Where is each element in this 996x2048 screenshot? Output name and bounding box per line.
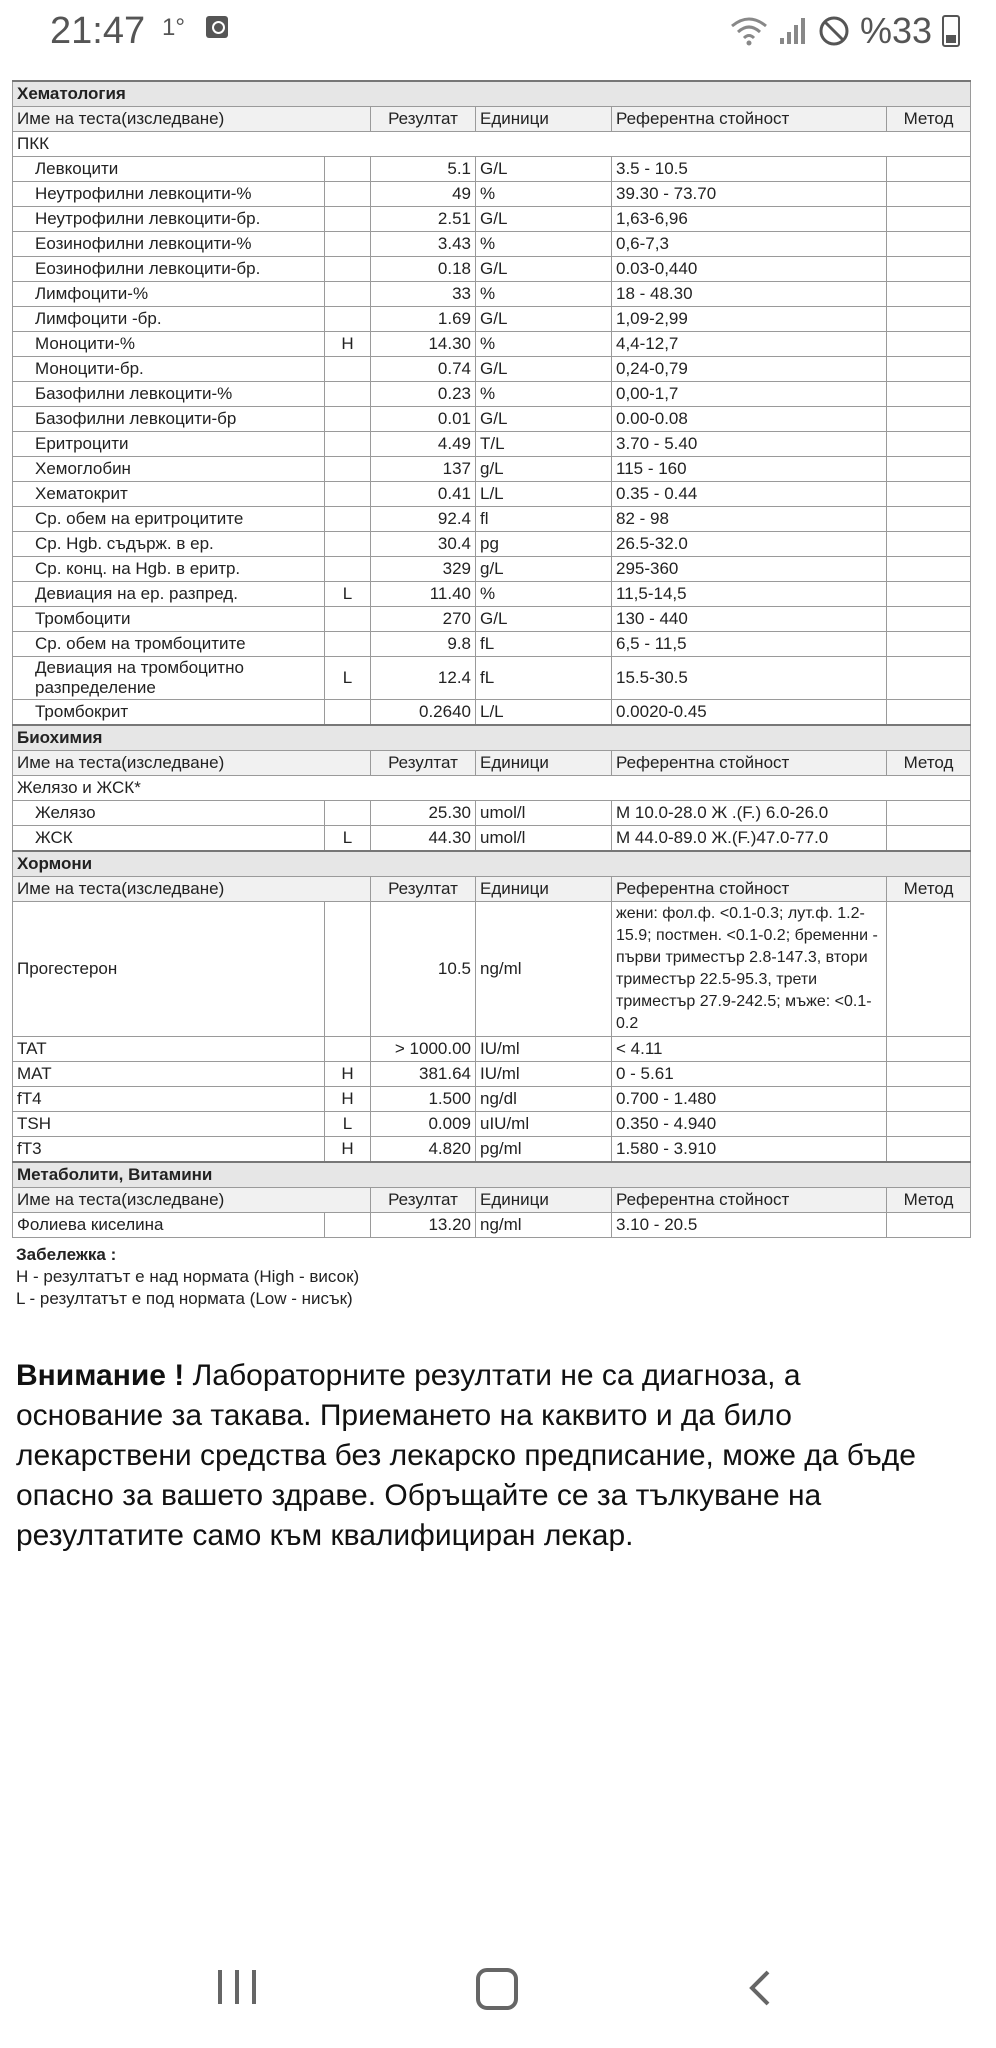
- result-value: 0.18: [371, 257, 476, 282]
- group-title: ПКК: [13, 132, 971, 157]
- disclaimer-title: Внимание !: [16, 1359, 185, 1392]
- status-temperature: 1°: [162, 14, 185, 41]
- unit: %: [476, 382, 612, 407]
- result-row: [13, 282, 971, 307]
- header-reference: Референтна стойност: [612, 877, 887, 902]
- reference-range: 295-360: [612, 557, 887, 582]
- reference-range: 0,6-7,3: [612, 232, 887, 257]
- unit: G/L: [476, 407, 612, 432]
- flag: [325, 632, 371, 657]
- result-row: [13, 257, 971, 282]
- unit: G/L: [476, 207, 612, 232]
- section-title-row: [13, 81, 971, 107]
- unit: IU/ml: [476, 1037, 612, 1062]
- result-row: [13, 557, 971, 582]
- method: [887, 157, 971, 182]
- result-row: [13, 357, 971, 382]
- reference-range: 3.10 - 20.5: [612, 1213, 887, 1238]
- method: [887, 232, 971, 257]
- unit: uIU/ml: [476, 1112, 612, 1137]
- unit: G/L: [476, 357, 612, 382]
- method: [887, 457, 971, 482]
- test-name: Левкоцити: [13, 157, 325, 182]
- section-title-row: [13, 851, 971, 877]
- flag: [325, 282, 371, 307]
- result-value: 44.30: [371, 826, 476, 852]
- result-value: 3.43: [371, 232, 476, 257]
- note-low: L - резултатът е под нормата (Low - нисък): [16, 1289, 353, 1308]
- flag: [325, 1213, 371, 1238]
- reference-range: 0,00-1,7: [612, 382, 887, 407]
- header-result: Резултат: [371, 107, 476, 132]
- unit: fL: [476, 632, 612, 657]
- disclaimer: [16, 1356, 956, 1556]
- unit: L/L: [476, 700, 612, 726]
- result-value: 9.8: [371, 632, 476, 657]
- method: [887, 1112, 971, 1137]
- unit: ng/dl: [476, 1087, 612, 1112]
- test-name: Ср. конц. на Hgb. в еритр.: [13, 557, 325, 582]
- method: [887, 307, 971, 332]
- method: [887, 507, 971, 532]
- result-value: 25.30: [371, 801, 476, 826]
- back-button[interactable]: [742, 1968, 782, 2008]
- notes-title: Забележка :: [16, 1245, 117, 1264]
- method: [887, 432, 971, 457]
- flag: [325, 532, 371, 557]
- method: [887, 632, 971, 657]
- flag: [325, 357, 371, 382]
- unit: g/L: [476, 557, 612, 582]
- section-title: Хормони: [13, 851, 971, 877]
- flag: H: [325, 1087, 371, 1112]
- unit: T/L: [476, 432, 612, 457]
- flag: H: [325, 1062, 371, 1087]
- method: [887, 482, 971, 507]
- result-value: 0.2640: [371, 700, 476, 726]
- method: [887, 1037, 971, 1062]
- test-name: Ср. обем на тромбоцитите: [13, 632, 325, 657]
- result-value: 30.4: [371, 532, 476, 557]
- result-row: [13, 207, 971, 232]
- unit: umol/l: [476, 801, 612, 826]
- result-row: [13, 1037, 971, 1062]
- header-reference: Референтна стойност: [612, 107, 887, 132]
- result-value: > 1000.00: [371, 1037, 476, 1062]
- result-value: 13.20: [371, 1213, 476, 1238]
- result-value: 329: [371, 557, 476, 582]
- test-name: Еозинофилни левкоцити-%: [13, 232, 325, 257]
- test-name: Тромбокрит: [13, 700, 325, 726]
- reference-range: < 4.11: [612, 1037, 887, 1062]
- test-name: Еозинофилни левкоцити-бр.: [13, 257, 325, 282]
- test-name: fT3: [13, 1137, 325, 1163]
- unit: %: [476, 582, 612, 607]
- unit: fL: [476, 657, 612, 700]
- header-method: Метод: [887, 751, 971, 776]
- method: [887, 207, 971, 232]
- flag: [325, 902, 371, 1037]
- reference-range: 15.5-30.5: [612, 657, 887, 700]
- header-units: Единици: [476, 107, 612, 132]
- method: [887, 1213, 971, 1238]
- result-row: [13, 1087, 971, 1112]
- result-value: 14.30: [371, 332, 476, 357]
- header-result: Резултат: [371, 1188, 476, 1213]
- column-header-row: [13, 877, 971, 902]
- group-row: [13, 776, 971, 801]
- disclaimer-text: Лабораторните резултати не са диагноза, а основание за такава. Приемането на каквито и да било лекарствени средства без лекарско предписание, може да бъде опасно за вашето здраве. Обръщайте се за тълкуване на резултатите само към квалифициран лекар.: [16, 1359, 916, 1552]
- reference-range: 1,63-6,96: [612, 207, 887, 232]
- method: [887, 700, 971, 726]
- unit: g/L: [476, 457, 612, 482]
- test-name: TSH: [13, 1112, 325, 1137]
- test-name: Неутрофилни левкоцити-%: [13, 182, 325, 207]
- status-icons: [730, 8, 960, 54]
- header-method: Метод: [887, 877, 971, 902]
- result-row: [13, 482, 971, 507]
- flag: [325, 557, 371, 582]
- result-row: [13, 607, 971, 632]
- method: [887, 1137, 971, 1163]
- header-method: Метод: [887, 1188, 971, 1213]
- reference-range: 1,09-2,99: [612, 307, 887, 332]
- result-value: 11.40: [371, 582, 476, 607]
- header-units: Единици: [476, 751, 612, 776]
- flag: [325, 307, 371, 332]
- result-value: 0.009: [371, 1112, 476, 1137]
- reference-range: 0.00-0.08: [612, 407, 887, 432]
- column-header-row: [13, 1188, 971, 1213]
- section-title: Метаболити, Витамини: [13, 1162, 971, 1188]
- method: [887, 382, 971, 407]
- method: [887, 357, 971, 382]
- result-row: [13, 182, 971, 207]
- result-row: [13, 332, 971, 357]
- reference-range: 3.70 - 5.40: [612, 432, 887, 457]
- battery-icon: [942, 15, 960, 47]
- header-result: Резултат: [371, 751, 476, 776]
- result-row: [13, 507, 971, 532]
- method: [887, 407, 971, 432]
- result-value: 137: [371, 457, 476, 482]
- reference-range: 115 - 160: [612, 457, 887, 482]
- reference-range: М 10.0-28.0 Ж .(F.) 6.0-26.0: [612, 801, 887, 826]
- flag: L: [325, 582, 371, 607]
- result-row: [13, 1213, 971, 1238]
- result-row: [13, 1137, 971, 1163]
- unit: G/L: [476, 607, 612, 632]
- flag: [325, 482, 371, 507]
- test-name: Лимфоцити -бр.: [13, 307, 325, 332]
- reference-range: 6,5 - 11,5: [612, 632, 887, 657]
- test-name: Неутрофилни левкоцити-бр.: [13, 207, 325, 232]
- result-value: 12.4: [371, 657, 476, 700]
- flag: [325, 207, 371, 232]
- unit: %: [476, 232, 612, 257]
- header-units: Единици: [476, 877, 612, 902]
- recents-button[interactable]: [218, 1970, 256, 2004]
- test-name: TAT: [13, 1037, 325, 1062]
- result-row: [13, 657, 971, 700]
- results-table: [12, 80, 971, 1238]
- method: [887, 1062, 971, 1087]
- method: [887, 332, 971, 357]
- reference-range: 0,24-0,79: [612, 357, 887, 382]
- header-test-name: Име на теста(изследване): [13, 107, 371, 132]
- unit: fl: [476, 507, 612, 532]
- result-row: [13, 1112, 971, 1137]
- header-reference: Референтна стойност: [612, 1188, 887, 1213]
- reference-range: жени: фол.ф. <0.1-0.3; лут.ф. 1.2-15.9; постмен. <0.1-0.2; бременни - първи триместър 2.8-147.3, втори триместър 22.5-95.3, трети триместър 27.9-242.5; мъже: <0.1-0.2: [612, 902, 887, 1037]
- flag: L: [325, 1112, 371, 1137]
- reference-range: 1.580 - 3.910: [612, 1137, 887, 1163]
- unit: %: [476, 182, 612, 207]
- section-title: Хематология: [13, 81, 971, 107]
- result-value: 49: [371, 182, 476, 207]
- test-name: Моноцити-бр.: [13, 357, 325, 382]
- test-name: Базофилни левкоцити-бр: [13, 407, 325, 432]
- result-value: 0.41: [371, 482, 476, 507]
- reference-range: 0.03-0,440: [612, 257, 887, 282]
- result-row: [13, 532, 971, 557]
- method: [887, 657, 971, 700]
- method: [887, 801, 971, 826]
- test-name: Девиация на тромбоцитно разпределение: [13, 657, 325, 700]
- method: [887, 282, 971, 307]
- wifi-icon: [730, 16, 768, 46]
- reference-range: 4,4-12,7: [612, 332, 887, 357]
- flag: [325, 182, 371, 207]
- header-reference: Референтна стойност: [612, 751, 887, 776]
- group-row: [13, 132, 971, 157]
- reference-range: 11,5-14,5: [612, 582, 887, 607]
- test-name: Базофилни левкоцити-%: [13, 382, 325, 407]
- unit: %: [476, 282, 612, 307]
- flag: [325, 382, 371, 407]
- result-row: [13, 432, 971, 457]
- result-value: 0.01: [371, 407, 476, 432]
- reference-range: 26.5-32.0: [612, 532, 887, 557]
- section-title: Биохимия: [13, 725, 971, 751]
- result-row: [13, 632, 971, 657]
- test-name: Тромбоцити: [13, 607, 325, 632]
- result-value: 33: [371, 282, 476, 307]
- unit: G/L: [476, 257, 612, 282]
- test-name: MAT: [13, 1062, 325, 1087]
- test-name: Желязо: [13, 801, 325, 826]
- reference-range: 39.30 - 73.70: [612, 182, 887, 207]
- lab-report: [12, 80, 970, 1238]
- flag: [325, 700, 371, 726]
- test-name: ЖСК: [13, 826, 325, 852]
- reference-range: 0.0020-0.45: [612, 700, 887, 726]
- result-value: 5.1: [371, 157, 476, 182]
- do-not-disturb-icon: [818, 15, 850, 47]
- unit: G/L: [476, 157, 612, 182]
- result-row: [13, 1062, 971, 1087]
- flag: [325, 157, 371, 182]
- unit: ng/ml: [476, 902, 612, 1037]
- result-value: 0.23: [371, 382, 476, 407]
- test-name: Девиация на ер. разпред.: [13, 582, 325, 607]
- result-row: [13, 157, 971, 182]
- result-value: 4.49: [371, 432, 476, 457]
- reference-range: М 44.0-89.0 Ж.(F.)47.0-77.0: [612, 826, 887, 852]
- test-name: Моноцити-%: [13, 332, 325, 357]
- unit: IU/ml: [476, 1062, 612, 1087]
- flag: [325, 232, 371, 257]
- test-name: fT4: [13, 1087, 325, 1112]
- result-row: [13, 307, 971, 332]
- test-name: Ср. обем на еритроцитите: [13, 507, 325, 532]
- header-method: Метод: [887, 107, 971, 132]
- column-header-row: [13, 107, 971, 132]
- result-row: [13, 582, 971, 607]
- unit: L/L: [476, 482, 612, 507]
- result-row: [13, 232, 971, 257]
- flag: L: [325, 657, 371, 700]
- test-name: Прогестерон: [13, 902, 325, 1037]
- result-row: [13, 801, 971, 826]
- column-header-row: [13, 751, 971, 776]
- reference-range: 82 - 98: [612, 507, 887, 532]
- test-name: Хематокрит: [13, 482, 325, 507]
- flag: [325, 1037, 371, 1062]
- flag: [325, 432, 371, 457]
- header-result: Резултат: [371, 877, 476, 902]
- result-value: 4.820: [371, 1137, 476, 1163]
- result-value: 10.5: [371, 902, 476, 1037]
- method: [887, 1087, 971, 1112]
- result-row: [13, 382, 971, 407]
- flag: [325, 407, 371, 432]
- result-value: 270: [371, 607, 476, 632]
- flag: [325, 607, 371, 632]
- header-test-name: Име на теста(изследване): [13, 751, 371, 776]
- reference-range: 18 - 48.30: [612, 282, 887, 307]
- result-value: 381.64: [371, 1062, 476, 1087]
- flag: [325, 457, 371, 482]
- reference-range: 130 - 440: [612, 607, 887, 632]
- flag: [325, 507, 371, 532]
- method: [887, 257, 971, 282]
- header-test-name: Име на теста(изследване): [13, 877, 371, 902]
- result-value: 1.500: [371, 1087, 476, 1112]
- result-value: 1.69: [371, 307, 476, 332]
- result-row: [13, 457, 971, 482]
- reference-range: 0.700 - 1.480: [612, 1087, 887, 1112]
- result-value: 0.74: [371, 357, 476, 382]
- flag: L: [325, 826, 371, 852]
- test-name: Ср. Hgb. съдърж. в ер.: [13, 532, 325, 557]
- battery-percent: %33: [859, 10, 932, 51]
- clock-notification-icon: [206, 16, 228, 38]
- result-row: [13, 407, 971, 432]
- result-row: [13, 826, 971, 852]
- home-button[interactable]: [476, 1968, 518, 2010]
- note-high: H - резултатът е над нормата (High - висок): [16, 1267, 360, 1286]
- flag: H: [325, 1137, 371, 1163]
- section-title-row: [13, 725, 971, 751]
- result-row: [13, 902, 971, 1037]
- unit: umol/l: [476, 826, 612, 852]
- method: [887, 902, 971, 1037]
- reference-range: 3.5 - 10.5: [612, 157, 887, 182]
- header-test-name: Име на теста(изследване): [13, 1188, 371, 1213]
- unit: %: [476, 332, 612, 357]
- header-units: Единици: [476, 1188, 612, 1213]
- result-row: [13, 700, 971, 726]
- result-value: 92.4: [371, 507, 476, 532]
- reference-range: 0 - 5.61: [612, 1062, 887, 1087]
- test-name: Фолиева киселина: [13, 1213, 325, 1238]
- signal-icon: [778, 16, 808, 46]
- unit: G/L: [476, 307, 612, 332]
- method: [887, 557, 971, 582]
- result-value: 2.51: [371, 207, 476, 232]
- status-time: 21:47: [50, 10, 146, 52]
- group-title: Желязо и ЖСК*: [13, 776, 971, 801]
- test-name: Еритроцити: [13, 432, 325, 457]
- method: [887, 607, 971, 632]
- reference-range: 0.35 - 0.44: [612, 482, 887, 507]
- section-title-row: [13, 1162, 971, 1188]
- reference-range: 0.350 - 4.940: [612, 1112, 887, 1137]
- unit: pg: [476, 532, 612, 557]
- flag: [325, 257, 371, 282]
- method: [887, 532, 971, 557]
- legend-notes: [16, 1244, 359, 1310]
- unit: ng/ml: [476, 1213, 612, 1238]
- method: [887, 582, 971, 607]
- flag: [325, 801, 371, 826]
- navigation-bar: [0, 1940, 996, 2030]
- unit: pg/ml: [476, 1137, 612, 1163]
- method: [887, 826, 971, 852]
- test-name: Хемоглобин: [13, 457, 325, 482]
- test-name: Лимфоцити-%: [13, 282, 325, 307]
- flag: H: [325, 332, 371, 357]
- method: [887, 182, 971, 207]
- status-bar: [0, 0, 996, 62]
